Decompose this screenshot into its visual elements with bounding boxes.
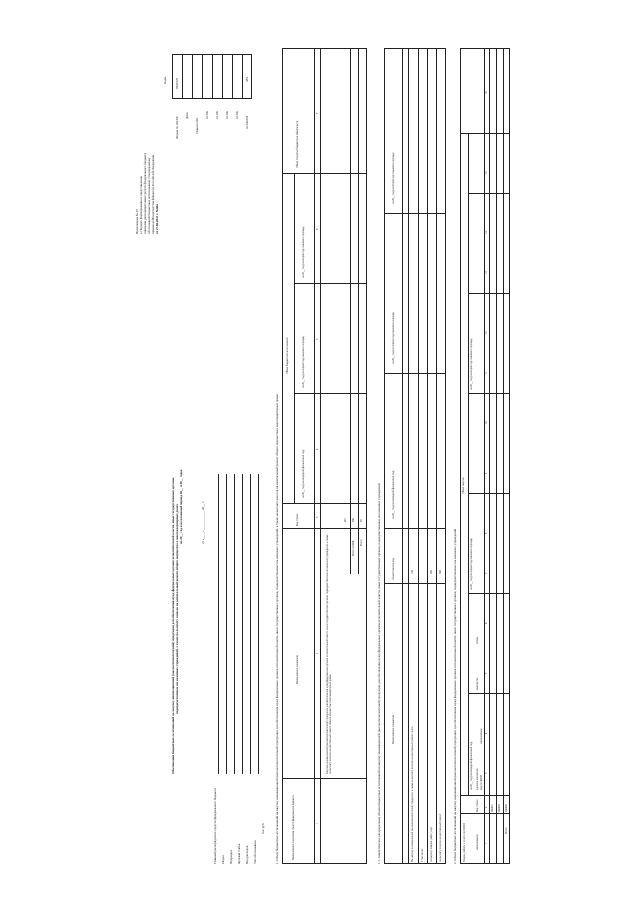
rotated-form [132,30,512,874]
s1-num: 4 [316,448,319,450]
s2-row-code: 900000 [505,804,508,812]
s2-num: 14 [485,231,488,234]
header-field-label: Главный распорядитель средств федерального бюджета [213,788,217,864]
codes-label: по БК [215,110,219,119]
codes-label: Форма по ОКУД [175,116,179,139]
section1-title: 1. Объем бюджетных ассигнований на закупку инновационной (высокотехнологичной) продукции для обеспечения нужд федеральных органов исполнительной власти, иных государственных органов, подведомственных им казенных учреждений, а также на выплату взносов на капитальный ремонт общего имущества в многоквартирных домах [275,393,279,864]
codes-label: по БК [235,110,239,119]
s11-row: на закупку товаров, работ, услуг [430,826,433,862]
s1-total-label: Итого по КБК [352,540,355,556]
header-field-label: Тип обоснования [253,840,257,864]
appendix-line: от 27.06.2013 г. №68н [155,204,159,234]
s2-unit: единица измерения [476,768,479,790]
s2-okei: код по ОКЕИ [480,775,483,790]
appendix-line: Приложение № 25 [135,209,139,234]
s2-col-y1: на 20__ год (на очередной финансовый год) [470,741,473,790]
s1-col-y2: на 20__ год (на первый год планового периода) [302,335,305,388]
appendix-line: приказом Министерства финансов Российской Федерации [151,154,155,234]
s1-col-name: Наименование показателя [296,655,299,684]
s1-total2-label: Всего [360,539,363,546]
s1-num: 3 [316,516,319,518]
s2-col-code: Код строки [476,799,479,812]
s1-total-code: 900 [352,518,355,522]
s1-col-program: Наименование получателя средств федерального бюджета [292,795,295,860]
codes-value: 0505725 [175,77,179,89]
document-area [132,30,512,874]
page-title-3: на 20__ год и на плановый период 20__ и 20__ годов [179,469,183,544]
s2-col-okpd: Товары, работы и услуги по ОКПД [463,823,466,862]
s2-num: 11 [485,371,488,374]
s11-col-y3: на 20__ год (на второй год планового периода) [392,152,395,204]
s11-row: На закупку инновационной (высокотехнологичной) продукции, а также на выплату взносов на капитальный ремонт, всего [411,726,414,862]
s2-num: 12 [485,331,488,334]
s1-total2-code: 90 [360,519,363,522]
s11-col-name: Наименование показателя [392,715,395,744]
s2-num: 9 [485,472,488,474]
s2-num: 2 [485,806,488,808]
s2-num: 5 [485,672,488,674]
s2-num: 16 [485,91,488,94]
page-title-2: подведомственных им казенных учреждений, а также на выплату взносов на капитальный ремонт общего имущества в многоквартирных домах [175,504,179,714]
s1-num: 2 [316,652,319,654]
s2-row-code: 000002 [498,804,501,812]
s2-col-y3: на 20__ год (на второй год планового периода) [470,338,473,390]
header-field-label: Вид расходов [245,845,249,864]
unit-label: тыс.руб. [261,822,265,834]
s1-row-code: 001 [344,518,347,522]
s1-num: 1 [316,822,319,824]
s2-group: Объем закупок [462,477,465,494]
codes-label: по БК [225,110,229,119]
s11-col-y1: на 20__ год (на очередной финансовый год) [392,470,395,519]
appendix-line: главными распорядителями средств федерального бюджета [143,153,147,234]
header-field-label: Раздел [221,854,225,864]
s11-row: в том числе: [421,848,424,862]
section11-title: 1.1. Аналитическое распределение объема бюджетных ассигнований на закупку инновационной (высокотехнологичной) продукции для обеспечения нужд федеральных органов исполнительной власти, иных государственных органов, подведомственных им казенных учреждений [377,483,381,864]
s2-num: 10 [485,421,488,424]
s1-num: 6 [316,228,319,230]
date-line: от «____» ____________ 20__ г. [201,501,205,544]
s2-col-y2: на 20__ год (на первый год планового периода) [470,537,473,590]
section2-table [302,863,303,864]
s2-qty: количество [476,677,479,690]
s2-num: 6 [485,622,488,624]
s2-row-code: 000001 [491,804,494,812]
s1-col-y3: на 20__ год (на второй год планового периода) [302,226,305,278]
s11-code: 300 [439,570,442,574]
codes-label: по ОКЕИ [245,116,249,129]
appendix-line: к Порядку формирования и представления [139,176,143,234]
s1-num: 5 [316,338,319,340]
s11-col-code: Аналитический код [392,558,395,580]
s11-row: на выплату взносов на капитальный ремонт [439,813,442,862]
header-field-label: Подраздел [229,849,233,864]
s2-col-name: наименование [476,834,479,850]
s1-col-group: Объем бюджетных ассигнований [286,337,289,374]
s1-num: 7 [316,112,319,114]
codes-label: Глава по БК [195,117,199,134]
s11-code: 100 [411,570,414,574]
s1-col-y1: на 20__ год (на очередной финансовый год) [302,449,305,498]
section2-title: 2. Объем бюджетных ассигнований на закупку инновационной (высокотехнологичной) продукции для обеспечения нужд федеральных органов исполнительной власти, иных государственных органов, подведомственных им казенных учреждений [453,528,457,864]
s11-col-y2: на 20__ год (на первый год планового периода) [392,311,395,364]
s2-total-label: Итого [505,827,508,834]
page-title: Обоснования бюджетных ассигнований на закупку инновационной (высокотехнологичной) продукции для обеспечения нужд федеральных органов исполнительной власти, иных государственных органов, [171,477,175,774]
s2-num: 15 [485,171,488,174]
s1-col-after: Объем принятых бюджетных обязательств [296,120,299,168]
s2-sum: сумма [476,637,479,644]
s2-num: 3 [485,772,488,774]
codes-header: Коды [163,76,167,84]
header-field-label: Целевая статья [237,843,241,864]
s2-num: 13 [485,271,488,274]
s2-num: 1 [485,842,488,844]
s11-code: 200 [430,570,433,574]
s2-num: 7 [485,572,488,574]
s1-col-code: Код строки [296,513,299,526]
s1-row-text: Закупка инновационной (высокотехнологичной) продукции для обеспечения нужд федеральных органов исполнительной власти, иных государственных органов, подведомственных им казенных учреждений, а также на выплату взносов на капитальный ремонт общего имущества в многоквартирных домах [326,534,332,774]
s2-num: 8 [485,532,488,534]
codes-label: Дата [185,112,189,119]
s2-num: 4 [485,732,488,734]
s2-naim: наименование [480,728,483,744]
codes-value: 384 [245,77,249,82]
appendix-line: обоснований бюджетных ассигнований, утвержденному [147,157,151,234]
codes-label: по БК [205,110,209,119]
